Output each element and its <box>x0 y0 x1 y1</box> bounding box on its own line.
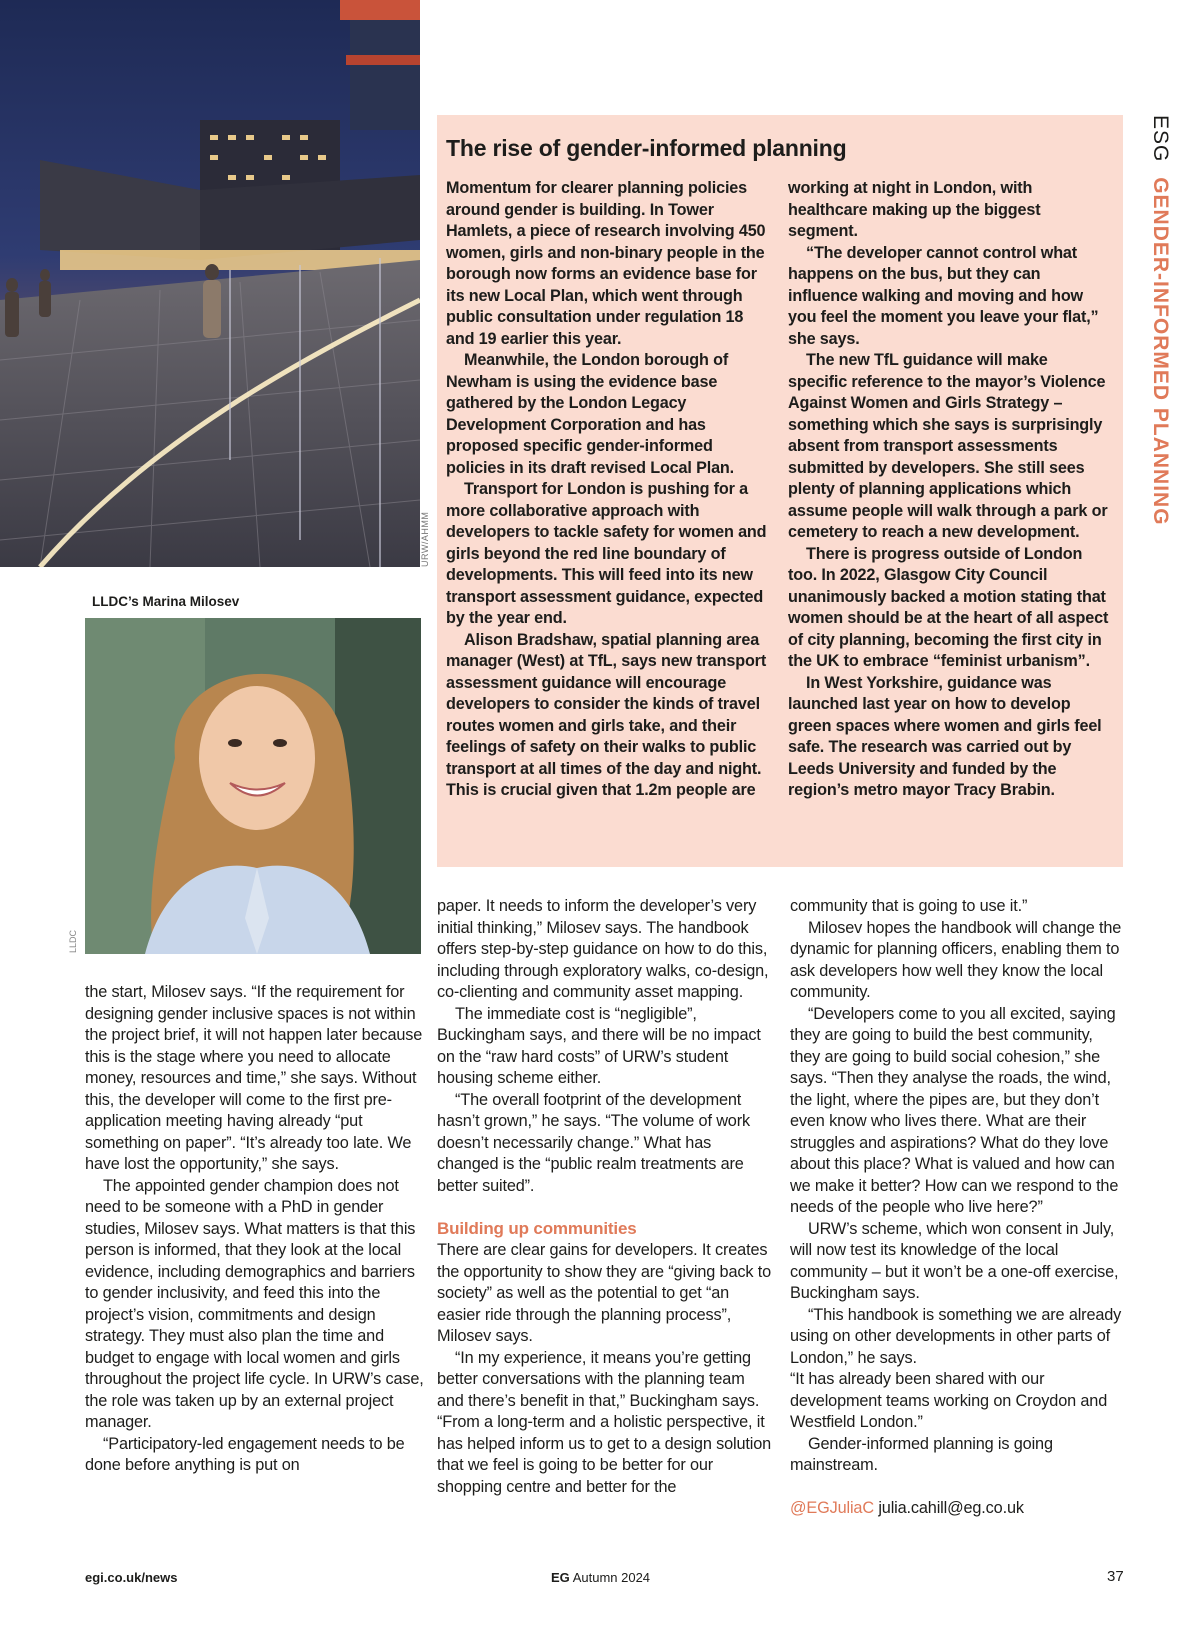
article-paragraph: “Participatory-led engagement needs to be done before anything is put on <box>85 1434 405 1474</box>
boxout-column-right <box>788 178 1111 802</box>
article-column-3 <box>790 896 1125 1519</box>
hero-photo-credit: URW/AHMM <box>420 511 430 567</box>
footer-website-link[interactable]: egi.co.uk/news <box>85 1570 178 1585</box>
footer-issue-date: Autumn 2024 <box>572 1570 651 1585</box>
boxout-paragraph: The new TfL guidance will make specific reference to the mayor’s Violence Against Women and Girls Strategy – something which she says is surprisingly absent from transport assessments submitted by developers. She still sees plenty of planning applications which assume people will walk through a park or cemetery to reach a new development. <box>788 351 1108 541</box>
boxout-paragraph: Meanwhile, the London borough of Newham is using the evidence base gathered by the London Legacy Development Corporation and has proposed specific gender-informed policies in its draft revised Local Plan. <box>446 351 735 477</box>
hero-image <box>0 0 420 567</box>
article-subheading: Building up communities <box>437 1219 637 1238</box>
author-signoff <box>790 1498 1125 1520</box>
twitter-handle-link[interactable]: @EGJuliaC <box>790 1498 874 1517</box>
page-number: 37 <box>1107 1568 1124 1585</box>
boxout-paragraph: working at night in London, with healthcare making up the biggest segment. <box>788 179 1041 240</box>
portrait-photo-credit: LLDC <box>68 930 78 954</box>
article-paragraph: “The overall footprint of the development hasn’t grown,” he says. “The volume of work doesn’t necessarily change.” What has changed is the “public realm treatments are better suited”. <box>437 1090 750 1195</box>
portrait-photo <box>85 618 421 954</box>
article-paragraph: There are clear gains for developers. It creates the opportunity to show they are “giving back to society” as well as the potential to get “an easier ride through the planning process”, Milosev says. <box>437 1241 771 1345</box>
article-paragraph: “Developers come to you all excited, saying they are going to build the best community, they are going to build social cohesion,” she says. “Then they analyse the roads, the wind, the light, where the pipes are, but they don’t even know who lives there. What are their struggles and aspirations? What do they love about this place? What is valued and how can we make it better? How can we respond to the needs of the people who live here?” <box>790 1004 1119 1216</box>
section-label: ESG <box>1149 115 1172 163</box>
topic-label: GENDER-INFORMED PLANNING <box>1149 177 1172 526</box>
boxout-paragraph: “The developer cannot control what happens on the bus, but they can influence walking and moving and how you feel the moment you leave your flat,” she says. <box>788 243 1099 348</box>
article-column-1 <box>85 982 427 1477</box>
boxout-paragraph: Alison Bradshaw, spatial planning area manager (West) at TfL, says new transport assessment guidance will encourage developers to consider the kinds of travel routes women and girls take, and their feelings of safety on their walks to public transport at all times of the day and night. This is crucial given that 1.2m people are <box>446 630 767 799</box>
boxout-column-left <box>446 178 769 802</box>
author-email-link[interactable]: julia.cahill@eg.co.uk <box>878 1498 1024 1517</box>
boxout-paragraph: There is progress outside of London too. In 2022, Glasgow City Council unanimously backed a motion stating that women should be at the heart of all aspect of city planning, becoming the first city in the UK to embrace “feminist urbanism”. <box>788 544 1109 670</box>
article-paragraph: paper. It needs to inform the developer’s very initial thinking,” Milosev says. The handbook offers step-by-step guidance on how to do this, including through exploratory walks, co-design, co-clienting and community asset mapping. <box>437 897 769 1001</box>
portrait-caption: LLDC’s Marina Milosev <box>92 594 240 609</box>
article-paragraph: URW’s scheme, which won consent in July, will now test its knowledge of the local community – but it won’t be a one-off exercise, Buckingham says. <box>790 1219 1119 1302</box>
boxout-paragraph: Transport for London is pushing for a more collaborative approach with developers to tackle safety for women and girls beyond the red line boundary of developments. This will feed into its new transport assessment guidance, expected by the year end. <box>446 480 767 627</box>
article-paragraph: community that is going to use it.” <box>790 897 1028 915</box>
boxout-title: The rise of gender-informed planning <box>446 135 847 161</box>
article-paragraph: “It has already been shared with our development teams working on Croydon and Westfield London.” <box>790 1370 1108 1431</box>
boxout-paragraph: Momentum for clearer planning policies around gender is building. In Tower Hamlets, a piece of research involving 450 women, girls and non-binary people in the borough now forms an evidence base for its new Local Plan, which went through public consultation under regulation 18 and 19 earlier this year. <box>446 179 766 348</box>
boxout-paragraph: In West Yorkshire, guidance was launched last year on how to develop green spaces where women and girls feel safe. The research was carried out by Leeds University and funded by the region’s metro mayor Tracy Brabin. <box>788 673 1102 799</box>
portrait-illustration <box>85 618 421 954</box>
section-running-header <box>1148 115 1172 526</box>
article-column-2 <box>437 896 772 1498</box>
sidebar-boxout <box>437 115 1123 867</box>
footer-issue <box>551 1570 650 1585</box>
article-paragraph: The immediate cost is “negligible”, Buckingham says, and there will be no impact on the “raw hard costs” of URW’s student housing scheme either. <box>437 1004 761 1087</box>
night-walkway-illustration <box>0 0 420 567</box>
article-paragraph: the start, Milosev says. “If the requirement for designing gender inclusive spaces is not within the project brief, it will not happen later because this is the stage where you need to allocate money, resources and time,” she says. Without this, the developer will come to the first pre-application meeting having already “put something on paper”. “It’s already too late. We have lost the opportunity,” she says. <box>85 983 423 1173</box>
article-paragraph: The appointed gender champion does not need to be someone with a PhD in gender studies, Milosev says. What matters is that this person is informed, that they look at the local evidence, including demographics and barriers to gender inclusivity, and feed this into the project’s vision, commitments and design strategy. They must also plan the time and budget to engage with local women and girls throughout the project life cycle. In URW’s case, the role was taken up by an external project manager. <box>85 1176 424 1431</box>
article-paragraph: “In my experience, it means you’re getting better conversations with the planning team and there’s benefit in that,” Buckingham says. “From a long-term and a holistic perspective, it has helped inform us to get to a design solution that we feel is going to be better for our shopping centre and better for the <box>437 1348 772 1496</box>
article-paragraph: Gender-informed planning is going mainstream. <box>790 1434 1053 1474</box>
article-paragraph: “This handbook is something we are already using on other developments in other parts of London,” he says. <box>790 1305 1122 1367</box>
article-paragraph: Milosev hopes the handbook will change the dynamic for planning officers, enabling them to ask developers how well they know the local community. <box>790 918 1122 1001</box>
footer-brand: EG <box>551 1570 570 1585</box>
